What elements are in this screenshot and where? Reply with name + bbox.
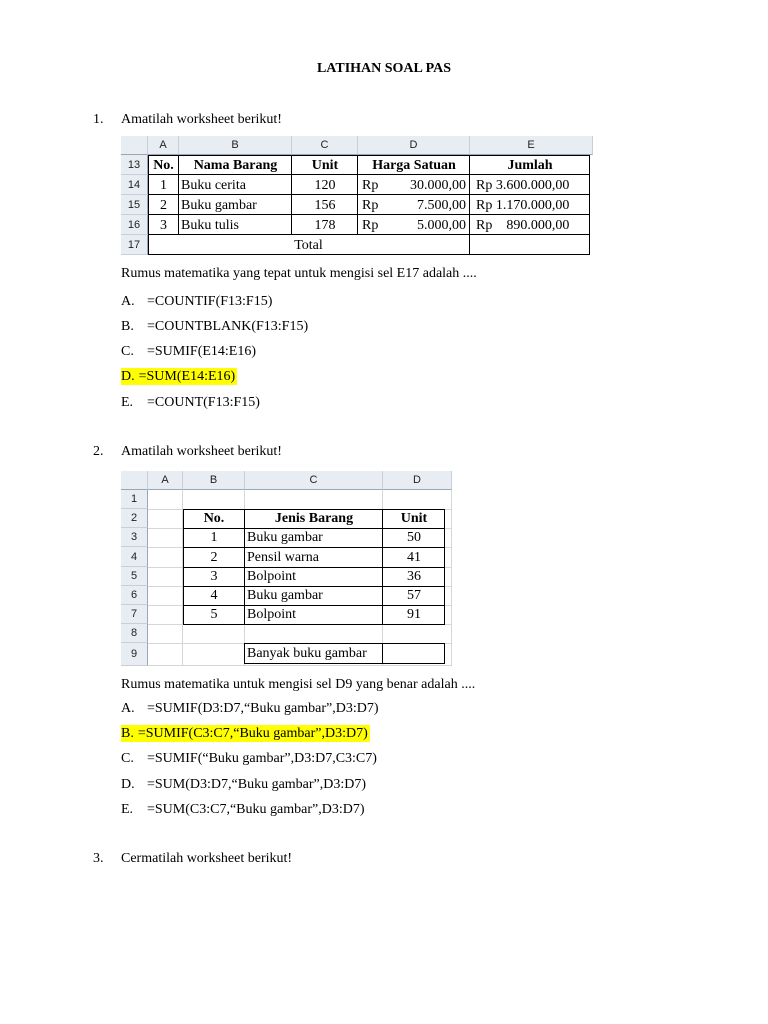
corner-cell [121,136,148,155]
row-number: 15 [121,195,148,215]
question-number: 2. [93,444,104,459]
col-header-a: A [148,471,183,490]
cell-summary-label: Banyak buku gambar [247,646,367,661]
question-text: Amatilah worksheet berikut! [121,444,282,459]
option-b-answer: B. =SUMIF(C3:C7,“Buku gambar”,D3:D7) [121,726,368,741]
header-nama-barang: Nama Barang [193,158,278,173]
col-header-b: B [183,471,245,490]
cell-no: 2 [210,550,218,565]
row-number: 9 [121,643,148,666]
row-number: 3 [121,528,148,547]
cell-no: 1 [210,530,218,545]
option-d-answer: D. =SUM(E14:E16) [121,369,236,384]
cell-harga: 5.000,00 [417,218,466,233]
cell-unit: 36 [407,569,421,584]
option-a: A. =COUNTIF(F13:F15) [121,294,273,309]
cell-no: 3 [210,569,218,584]
header-jumlah: Jumlah [507,158,553,173]
cell-no: 2 [160,198,167,213]
col-header-e: E [470,136,593,155]
cell-total-label: Total [294,238,323,253]
worksheet-2 [121,471,452,666]
col-header-a: A [148,136,179,155]
cell-nama: Buku tulis [181,218,239,233]
cell-jumlah: Rp 1.170.000,00 [476,198,570,213]
cell-unit: 120 [314,178,336,193]
cell-unit: 156 [314,198,336,213]
cell-jumlah: Rp 3.600.000,00 [476,178,570,193]
row-number: 8 [121,624,148,643]
option-e: E. =SUM(C3:C7,“Buku gambar”,D3:D7) [121,802,365,817]
cell-jenis: Buku gambar [247,530,323,545]
col-header-d: D [358,136,470,155]
question-prompt: Rumus matematika yang tepat untuk mengisi sel E17 adalah .... [121,266,477,281]
cell-unit: 178 [314,218,336,233]
header-unit: Unit [400,511,428,526]
cell-jumlah: Rp 890.000,00 [476,218,570,233]
cell-harga: 7.500,00 [417,198,466,213]
question-text: Cermatilah worksheet berikut! [121,851,293,866]
option-e: E. =COUNT(F13:F15) [121,395,260,410]
cell-unit: 57 [407,588,421,603]
cell-unit: 41 [407,550,421,565]
col-header-b: B [179,136,292,155]
option-b: B. =COUNTBLANK(F13:F15) [121,319,309,334]
cell-jenis: Bolpoint [247,607,297,622]
cell-no: 4 [210,588,218,603]
option-c: C. =SUMIF(E14:E16) [121,344,257,359]
cell-unit: 50 [407,530,421,545]
cell-no: 3 [160,218,167,233]
row-number: 14 [121,175,148,195]
cell-rp: Rp [362,218,379,233]
question-text: Amatilah worksheet berikut! [121,112,282,127]
row-number: 16 [121,215,148,235]
worksheet-1 [121,136,593,258]
row-number: 6 [121,586,148,605]
cell-nama: Buku gambar [181,198,257,213]
header-jenis-barang: Jenis Barang [274,511,354,526]
corner-cell [121,471,148,490]
page-title: LATIHAN SOAL PAS [316,61,452,76]
header-no: No. [203,511,225,526]
cell-jenis: Pensil warna [247,550,319,565]
cell-harga: 30.000,00 [410,178,466,193]
row-number: 7 [121,605,148,624]
option-a: A. =SUMIF(D3:D7,“Buku gambar”,D3:D7) [121,701,379,716]
cell-jenis: Buku gambar [247,588,323,603]
option-c: C. =SUMIF(“Buku gambar”,D3:D7,C3:C7) [121,751,377,766]
header-harga-satuan: Harga Satuan [372,158,456,173]
cell-rp: Rp [362,198,379,213]
question-number: 1. [93,112,104,127]
row-number: 13 [121,155,148,175]
col-header-c: C [292,136,358,155]
row-number: 2 [121,509,148,528]
row-number: 4 [121,547,148,567]
row-number: 5 [121,567,148,586]
header-unit: Unit [311,158,339,173]
cell-no: 1 [160,178,167,193]
col-header-d: D [383,471,452,490]
question-prompt: Rumus matematika untuk mengisi sel D9 yang benar adalah .... [121,677,476,692]
row-number: 1 [121,490,148,509]
row-number: 17 [121,235,148,255]
cell-rp: Rp [362,178,379,193]
cell-jenis: Bolpoint [247,569,297,584]
cell-unit: 91 [407,607,421,622]
col-header-c: C [245,471,383,490]
header-no: No. [153,158,174,173]
cell-nama: Buku cerita [181,178,246,193]
option-d: D. =SUM(D3:D7,“Buku gambar”,D3:D7) [121,777,367,792]
question-number: 3. [93,851,104,866]
cell-no: 5 [210,607,218,622]
